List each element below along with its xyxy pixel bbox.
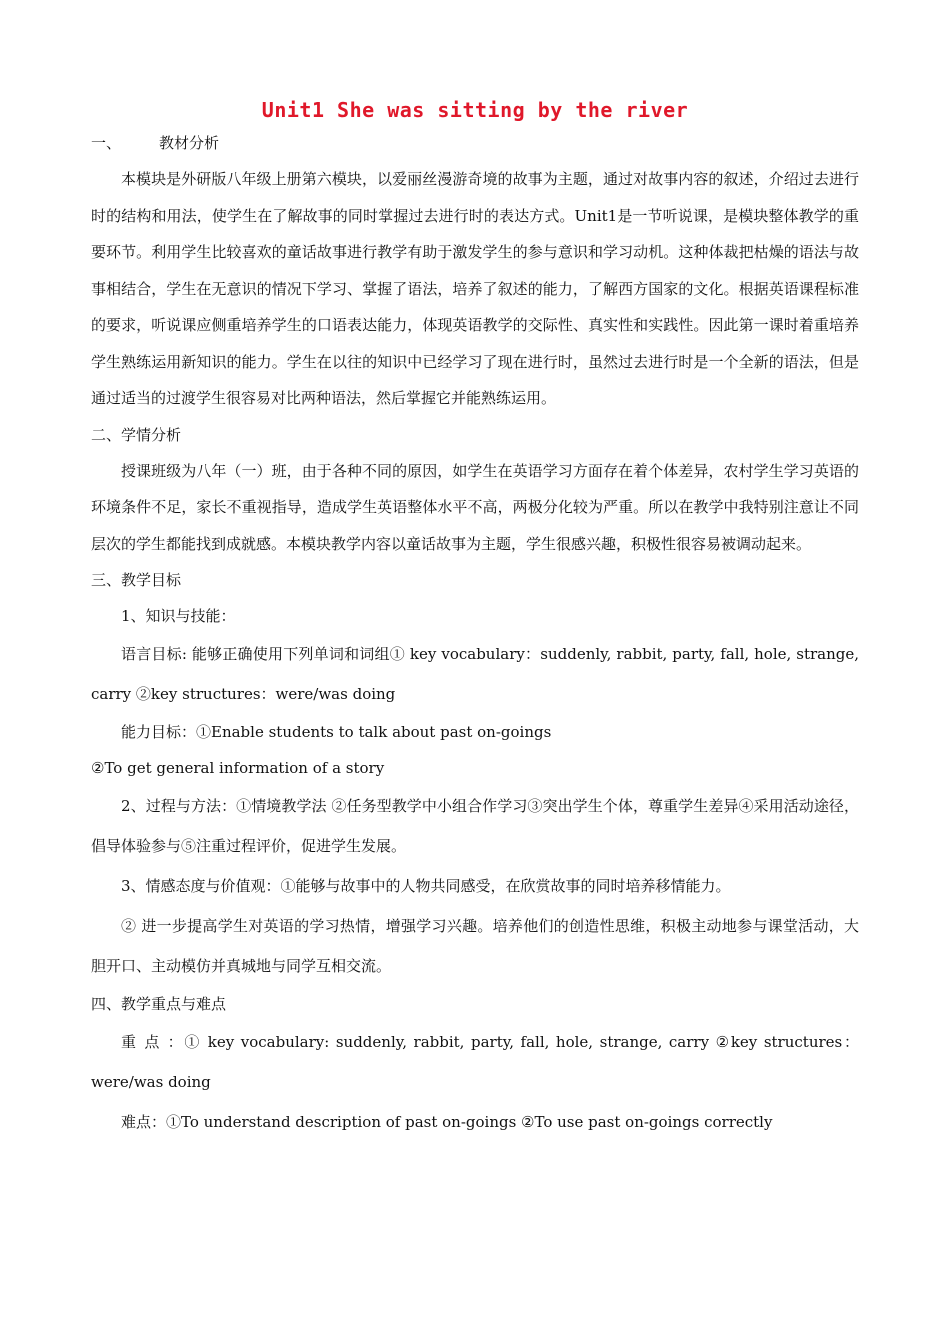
knowledge-skills-item: 1、知识与技能： xyxy=(121,607,236,625)
key-points: 重 点 ：① key vocabulary: suddenly, rabbit, party, fall, hole, strange, carry ②key structures：were/was doing xyxy=(91,1033,859,1091)
difficult-points: 难点：①To understand description of past on-goings ②To use past on-goings correctly xyxy=(121,1113,773,1131)
document-title: Unit1 She was sitting by the river xyxy=(261,98,689,122)
document-page xyxy=(91,95,859,1142)
section-1-heading xyxy=(91,125,859,161)
section-3-heading: 三、教学目标 xyxy=(91,571,182,589)
language-goal: 语言目标: 能够正确使用下列单词和词组① key vocabulary：suddenly, rabbit, party, fall, hole, strange, carry ②key structures：were/was doing xyxy=(91,645,859,703)
section-1-title: 教材分析 xyxy=(159,134,220,152)
section-4-heading: 四、教学重点与难点 xyxy=(91,995,227,1013)
emotion-attitude-item: 3、情感态度与价值观：①能够与故事中的人物共同感受，在欣赏故事的同时培养移情能力。 xyxy=(121,877,731,895)
section-1-number: 一、 xyxy=(91,134,122,152)
section-1-paragraph: 本模块是外研版八年级上册第六模块，以爱丽丝漫游奇境的故事为主题，通过对故事内容的叙述，介绍过去进行时的结构和用法，使学生在了解故事的同时掌握过去进行时的表达方式。Unit1是一节听说课，是模块整体教学的重要环节。利用学生比较喜欢的童话故事进行教学有助于激发学生的参与意识和学习动机。这种体裁把枯燥的语法与故事相结合，学生在无意识的情况下学习、掌握了语法，培养了叙述的能力，了解西方国家的文化。根据英语课程标准的要求，听说课应侧重培养学生的口语表达能力，体现英语教学的交际性、真实性和实践性。因此第一课时着重培养学生熟练运用新知识的能力。学生在以往的知识中已经学习了现在进行时，虽然过去进行时是一个全新的语法，但是通过适当的过渡学生很容易对比两种语法，然后掌握它并能熟练运用。 xyxy=(91,170,859,407)
section-2-paragraph: 授课班级为八年（一）班，由于各种不同的原因，如学生在英语学习方面存在着个体差异，农村学生学习英语的环境条件不足，家长不重视指导，造成学生英语整体水平不高，两极分化较为严重。所以在教学中我特别注意让不同层次的学生都能找到成就感。本模块教学内容以童话故事为主题，学生很感兴趣，积极性很容易被调动起来。 xyxy=(91,461,859,553)
process-method-item: 2、过程与方法：①情境教学法 ②任务型教学中小组合作学习③突出学生个体，尊重学生差异④采用活动途径，倡导体验参与⑤注重过程评价，促进学生发展。 xyxy=(91,797,859,855)
section-2-heading: 二、学情分析 xyxy=(91,425,182,444)
emotion-attitude-item-2: ② 进一步提高学生对英语的学习热情，增强学习兴趣。培养他们的创造性思维，积极主动地参与课堂活动，大胆开口、主动模仿并真城地与同学互相交流。 xyxy=(91,917,859,975)
ability-goal-2: ②To get general information of a story xyxy=(91,759,385,777)
ability-goal: 能力目标：①Enable students to talk about past on-goings xyxy=(121,723,552,741)
